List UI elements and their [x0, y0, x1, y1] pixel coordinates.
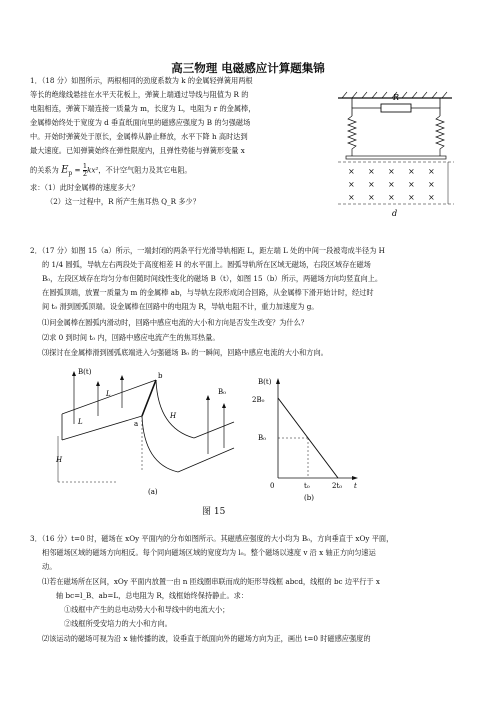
q3-line: 相邻磁场区域的磁场方向相反。每个同向磁场区域的宽度均为 l₀。整个磁场以速度 v 沿 x 轴正方向匀速运: [42, 548, 376, 557]
svg-text:×: ×: [348, 180, 355, 189]
svg-text:×: ×: [388, 193, 395, 202]
label-a: a: [134, 420, 139, 428]
formula-den: 2: [82, 170, 87, 178]
formula-sub: p: [68, 169, 73, 177]
y-axis-label: B(t): [258, 378, 272, 386]
q2-line: ⑴问金属棒在圆弧内滑动时，回路中感应电流的大小和方向是否发生改变？为什么？: [42, 318, 308, 327]
q3-line: ⑵该运动的磁场可视为沿 x 轴传播的波，设垂直于纸面向外的磁场方向为正，画出 t=0 时磁感应强度的: [42, 634, 371, 643]
q1-ask-2: （2）这一过程中，R 所产生焦耳热 Q_R 多少？: [46, 197, 200, 206]
q1-line: 最大速度。已知弹簧始终在弹性限度内，且弹性势能与弹簧形变量 x: [30, 146, 245, 155]
q2-line: B₀，左段区域存在均匀分布但随时间线性变化的磁场 B（t），如图 15（b）所示，两磁场方向均竖直向上。: [42, 274, 383, 283]
caption-a: (a): [148, 488, 158, 496]
formula-eq: =: [74, 165, 81, 175]
q2-line: ⑵求 0 到时间 t₀ 内，回路中感应电流产生的焦耳热量。: [42, 333, 220, 342]
page-title: 高三物理 电磁感应计算题集锦: [171, 61, 325, 75]
q2-line: 的 1/4 圆弧，导轨左右两段处于高度相差 H 的水平面上。圆弧导轨所在区域无磁场，右段区域存在磁场: [42, 260, 371, 269]
svg-text:×: ×: [388, 167, 395, 176]
tick-2b0: 2B₀: [252, 396, 265, 404]
q1-line: 电阻相连，弹簧下端连接一质量为 m，长度为 L，电阻为 r 的金属棒，: [30, 104, 256, 113]
q3-line: ①线框中产生的总电动势大小和导线中的电流大小；: [64, 605, 230, 614]
rod-ab: [142, 380, 156, 416]
svg-text:×: ×: [388, 180, 395, 189]
q1-line: 1．（18 分）如图所示，两根相同的劲度系数为 k 的金属轻弹簧用两根: [30, 76, 253, 85]
svg-text:×: ×: [348, 193, 355, 202]
dim-H2: H: [56, 456, 63, 464]
svg-text:×: ×: [428, 193, 435, 202]
svg-text:×: ×: [368, 167, 375, 176]
q3-line: 动。: [42, 562, 57, 571]
q1-line: 等长的绝缘线悬挂在水平天花板上，弹簧上端通过导线与阻值为 R 的: [30, 90, 249, 99]
q3-line: ⑴若在磁场所在区间，xOy 平面内放置一由 n 匝线圈串联而成的矩形导线框 abcd，线框的 bc 边平行于 x: [42, 577, 380, 586]
q1-line: 中。开始时弹簧处于原长，金属棒从静止释放，水平下降 h 高时达到: [30, 132, 248, 141]
metal-rod: [346, 156, 446, 159]
tick-2t0: 2t₀: [332, 482, 343, 490]
caption-b: (b): [304, 494, 314, 502]
svg-text:×: ×: [368, 193, 375, 202]
formula-suffix: ，不计空气阻力及其它电阻。: [98, 165, 192, 175]
q3-line: ②线框所受安培力的大小和方向。: [64, 619, 172, 628]
left-spring: [348, 116, 356, 156]
svg-text:×: ×: [408, 167, 415, 176]
formula-prefix: 的关系为: [30, 165, 59, 175]
right-spring: [436, 116, 444, 156]
q1-formula-line: [30, 163, 192, 181]
formula-rhs: kx²: [86, 165, 99, 175]
x-axis-label: t: [354, 482, 357, 490]
svg-text:×: ×: [368, 180, 375, 189]
resistor: [381, 104, 411, 112]
q3-line: 3．（16 分）t=0 时，磁场在 xOy 平面内的分布如图所示。其磁感应强度的大小均为 B₀，方向垂直于 xOy 平面，: [30, 534, 394, 543]
tick-t0: t₀: [304, 482, 310, 490]
q2-line: ⑶探讨在金属棒滑到圆弧底端进入匀强磁场 B₀ 的一瞬间，回路中感应电流的大小和方向。: [42, 348, 328, 357]
fig15b: [250, 374, 360, 504]
svg-text:×: ×: [428, 180, 435, 189]
rail-lower-front: [178, 448, 234, 472]
q2-line: 2．（17 分）如图 15（a）所示，一端封闭的两条平行光滑导轨相距 L，距左端 L 处的中间一段被弯成半径为 H: [30, 246, 385, 255]
resistor-label: R: [393, 93, 400, 102]
rail-lower-back: [194, 422, 234, 438]
q1-figure: [336, 86, 456, 221]
q2-line: 在圆弧顶端，放置一质量为 m 的金属棒 ab，与导轨左段形成闭合回路，从金属棒下滑开始计时，经过时: [42, 288, 374, 297]
q3-line: 轴 bc=l_B、ab=L，总电阻为 R，线框始终保持静止。求：: [56, 591, 249, 600]
field-crosses: [348, 167, 435, 202]
b0-label: B₀: [218, 388, 226, 396]
label-b: b: [158, 372, 163, 380]
bt-label: B(t): [78, 368, 92, 376]
arc-front: [142, 416, 178, 472]
q2-line: 间 t₀ 滑到圆弧顶端。设金属棒在回路中的电阻为 R，导轨电阻不计，重力加速度为 g。: [42, 302, 319, 311]
svg-text:×: ×: [348, 167, 355, 176]
formula-num: 1: [82, 162, 87, 170]
dim-L1: L: [106, 390, 111, 398]
svg-text:×: ×: [428, 167, 435, 176]
svg-text:×: ×: [408, 193, 415, 202]
svg-text:×: ×: [408, 180, 415, 189]
width-label: d: [392, 209, 398, 218]
tick-b0: B₀: [258, 434, 266, 442]
fig15a: [58, 364, 238, 514]
arc-back: [156, 380, 194, 438]
formula-lhs: E: [61, 164, 69, 176]
q1-line: 金属棒始终处于宽度为 d 垂直纸面向里的磁感应强度为 B 的匀强磁场: [30, 118, 251, 127]
dim-H1: H: [170, 412, 177, 420]
dim-L2: L: [78, 418, 83, 426]
q1-ask-1: 求：（1）此时金属棒的速度多大？: [30, 183, 139, 192]
tick-origin: 0: [270, 482, 275, 490]
figure-caption: 图 15: [202, 507, 226, 517]
